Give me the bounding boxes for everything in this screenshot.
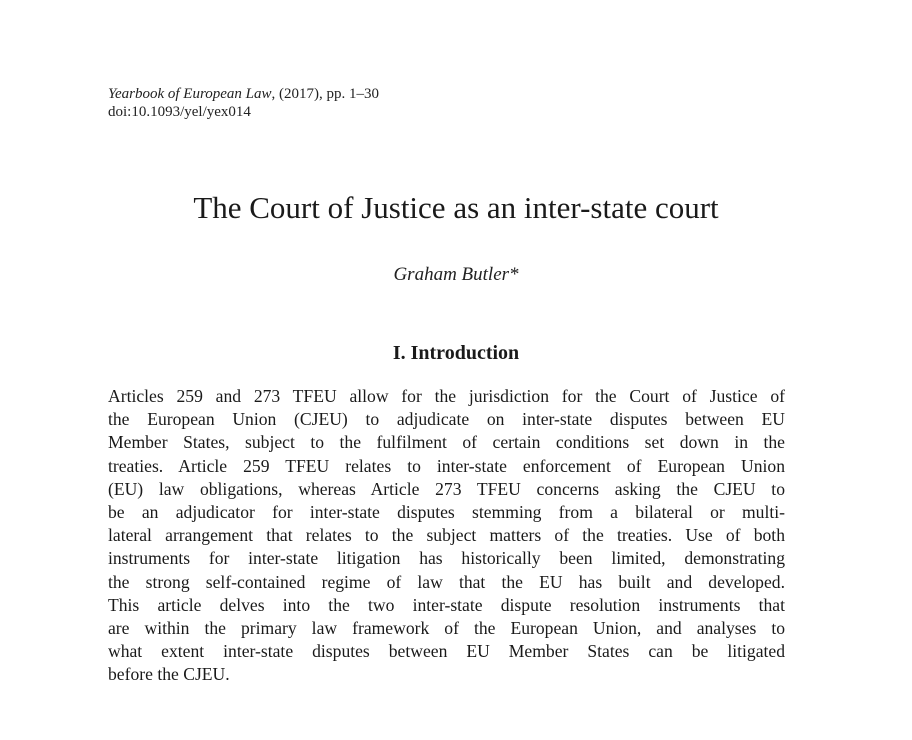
- paragraph-line: Articles 259 and 273 TFEU allow for the jurisdiction for the Court of Justice of: [108, 386, 785, 406]
- introduction-paragraph: [108, 385, 785, 686]
- paragraph-line: (EU) law obligations, whereas Article 273 TFEU concerns asking the CJEU to: [108, 478, 785, 499]
- paragraph-line: the European Union (CJEU) to adjudicate on inter-state disputes between EU: [108, 409, 785, 430]
- paragraph-line: be an adjudicator for inter-state disputes stemming from a bilateral or multi-: [108, 501, 785, 522]
- paragraph-line: what extent inter-state disputes between EU Member States can be litigated: [108, 641, 785, 662]
- journal-name: Yearbook of European Law: [108, 86, 272, 102]
- article-author: Graham Butler*: [393, 264, 519, 285]
- paragraph-line: before the CJEU.: [108, 664, 230, 685]
- paragraph-line: Member States, subject to the fulfilment of certain conditions set down in the: [108, 432, 785, 453]
- article-title: The Court of Justice as an inter-state court: [193, 190, 719, 225]
- journal-citation: [108, 85, 379, 121]
- doi: doi:10.1093/yel/yex014: [108, 104, 251, 120]
- citation-line: [108, 85, 379, 103]
- section-heading: I. Introduction: [392, 342, 520, 364]
- paragraph-line: instruments for inter-state litigation has historically been limited, demonstrating: [108, 548, 785, 569]
- paragraph-line: treaties. Article 259 TFEU relates to inter-state enforcement of European Union: [108, 455, 785, 476]
- paragraph-line: lateral arrangement that relates to the subject matters of the treaties. Use of both: [108, 525, 785, 546]
- paragraph-line: the strong self-contained regime of law that the EU has built and developed.: [108, 571, 785, 592]
- citation-details: , (2017), pp. 1–30: [271, 86, 379, 102]
- paragraph-line: are within the primary law framework of the European Union, and analyses to: [108, 617, 785, 638]
- paragraph-line: This article delves into the two inter-state dispute resolution instruments that: [108, 594, 785, 615]
